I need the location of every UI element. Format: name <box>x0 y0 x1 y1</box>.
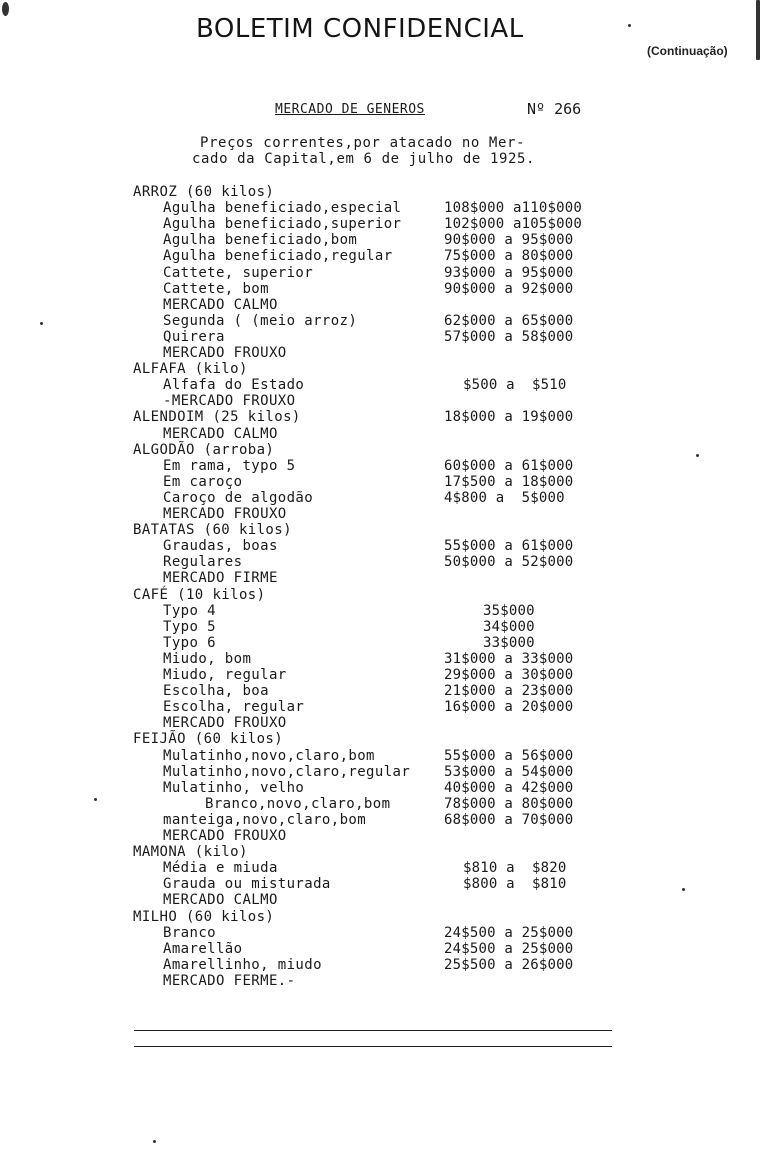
commodity-item: MERCADO FIRME <box>163 570 278 586</box>
section-number: Nº 266 <box>527 100 582 118</box>
commodity-item: MERCADO FROUXO <box>163 828 287 844</box>
commodity-item: Typo 6 <box>163 635 216 651</box>
price-range: 102$000 a105$000 <box>444 216 583 232</box>
commodity-item: MERCADO FROUXO <box>163 715 287 731</box>
commodity-item: MERCADO FROUXO <box>163 506 287 522</box>
divider-line-2 <box>134 1046 612 1047</box>
intro-line-1: Preços correntes,por atacado no Mer- <box>200 135 526 151</box>
commodity-heading: BATATAS (60 kilos) <box>133 522 292 538</box>
price-range: 108$000 a110$000 <box>444 200 583 216</box>
commodity-item: Mulatinho, velho <box>163 780 305 796</box>
scan-speck <box>40 322 43 325</box>
commodity-item: Typo 4 <box>163 603 216 619</box>
commodity-item: Typo 5 <box>163 619 216 635</box>
commodity-item: Mulatinho,novo,claro,regular <box>163 764 411 780</box>
price-range: 93$000 a 95$000 <box>444 265 574 281</box>
bulletin-title: BOLETIM CONFIDENCIAL <box>196 14 524 44</box>
price-range: 50$000 a 52$000 <box>444 554 574 570</box>
price-range: 55$000 a 61$000 <box>444 538 574 554</box>
commodity-item: MERCADO CALMO <box>163 426 278 442</box>
price-range: 34$000 <box>483 619 535 635</box>
commodity-item: Média e miuda <box>163 860 278 876</box>
price-range: $810 a $820 <box>463 860 567 876</box>
commodity-item: Miudo, regular <box>163 667 287 683</box>
commodity-item: Agulha beneficiado,especial <box>163 200 402 216</box>
scan-speck <box>153 1140 156 1143</box>
price-range: 53$000 a 54$000 <box>444 764 574 780</box>
commodity-item: Caroço de algodão <box>163 490 314 506</box>
commodity-item: -MERCADO FROUXO <box>163 393 296 409</box>
scan-speck <box>94 798 97 801</box>
scan-edge-mark <box>756 0 760 60</box>
commodity-item: MERCADO CALMO <box>163 892 278 908</box>
commodity-item: MERCADO FERME.- <box>163 973 296 989</box>
commodity-heading: ARROZ (60 kilos) <box>133 184 275 200</box>
scan-mark <box>2 2 9 16</box>
commodity-item: Agulha beneficiado,superior <box>163 216 402 232</box>
price-range: 90$000 a 92$000 <box>444 281 574 297</box>
price-range: 33$000 <box>483 635 535 651</box>
commodity-item: MERCADO FROUXO <box>163 345 287 361</box>
commodity-item: Quirera <box>163 329 225 345</box>
price-range: 25$500 a 26$000 <box>444 957 574 973</box>
commodity-item: Agulha beneficiado,bom <box>163 232 358 248</box>
commodity-item: Em rama, typo 5 <box>163 458 296 474</box>
scan-speck <box>696 454 699 457</box>
price-range: 24$500 a 25$000 <box>444 925 574 941</box>
price-range: 24$500 a 25$000 <box>444 941 574 957</box>
intro-line-2: cado da Capital,em 6 de julho de 1925. <box>192 151 536 167</box>
price-range: 18$000 a 19$000 <box>444 409 574 425</box>
commodity-item: Grauda ou misturada <box>163 876 331 892</box>
commodity-item: Regulares <box>163 554 243 570</box>
price-range: 75$000 a 80$000 <box>444 248 574 264</box>
price-range: 40$000 a 42$000 <box>444 780 574 796</box>
price-range: 68$000 a 70$000 <box>444 812 574 828</box>
price-range: 4$800 a 5$000 <box>444 490 565 506</box>
price-range: 31$000 a 33$000 <box>444 651 574 667</box>
commodity-item: Em caroço <box>163 474 243 490</box>
scan-speck <box>682 888 685 891</box>
commodity-item: Amarellão <box>163 941 243 957</box>
price-range: 62$000 a 65$000 <box>444 313 574 329</box>
commodity-item: Cattete, bom <box>163 281 269 297</box>
commodity-item: Graudas, boas <box>163 538 278 554</box>
price-range: $500 a $510 <box>463 377 567 393</box>
price-range: 16$000 a 20$000 <box>444 699 574 715</box>
divider-line-1 <box>134 1030 612 1031</box>
price-range: 55$000 a 56$000 <box>444 748 574 764</box>
commodity-heading: ALGODÃO (arroba) <box>133 442 275 458</box>
commodity-item: Miudo, bom <box>163 651 252 667</box>
section-title: MERCADO DE GENEROS <box>275 102 425 117</box>
price-range: 90$000 a 95$000 <box>444 232 574 248</box>
price-range: 57$000 a 58$000 <box>444 329 574 345</box>
commodity-item: Branco <box>163 925 216 941</box>
price-range: 17$500 a 18$000 <box>444 474 574 490</box>
price-range: 35$000 <box>483 603 535 619</box>
commodity-item: manteiga,novo,claro,bom <box>163 812 367 828</box>
commodity-heading: MILHO (60 kilos) <box>133 909 275 925</box>
commodity-heading: MAMONA (kilo) <box>133 844 248 860</box>
commodity-heading: ALFAFA (kilo) <box>133 361 248 377</box>
commodity-item: Amarellinho, miudo <box>163 957 322 973</box>
commodity-item: Mulatinho,novo,claro,bom <box>163 748 375 764</box>
commodity-heading: CAFÉ (10 kilos) <box>133 587 266 603</box>
price-range: 21$000 a 23$000 <box>444 683 574 699</box>
price-range: 29$000 a 30$000 <box>444 667 574 683</box>
commodity-item: Escolha, boa <box>163 683 269 699</box>
commodity-item: MERCADO CALMO <box>163 297 278 313</box>
commodity-heading: ALENDOIM (25 kilos) <box>133 409 301 425</box>
scan-speck <box>628 24 631 27</box>
commodity-item: Agulha beneficiado,regular <box>163 248 393 264</box>
price-range: 60$000 a 61$000 <box>444 458 574 474</box>
continuation-note: (Continuação) <box>647 44 728 58</box>
commodity-heading: FEIJÃO (60 kilos) <box>133 731 284 747</box>
commodity-item: Segunda ( (meio arroz) <box>163 313 358 329</box>
price-range: 78$000 a 80$000 <box>444 796 574 812</box>
commodity-item: Alfafa do Estado <box>163 377 305 393</box>
commodity-item: Branco,novo,claro,bom <box>205 796 391 812</box>
commodity-item: Cattete, superior <box>163 265 314 281</box>
commodity-item: Escolha, regular <box>163 699 305 715</box>
price-range: $800 a $810 <box>463 876 567 892</box>
